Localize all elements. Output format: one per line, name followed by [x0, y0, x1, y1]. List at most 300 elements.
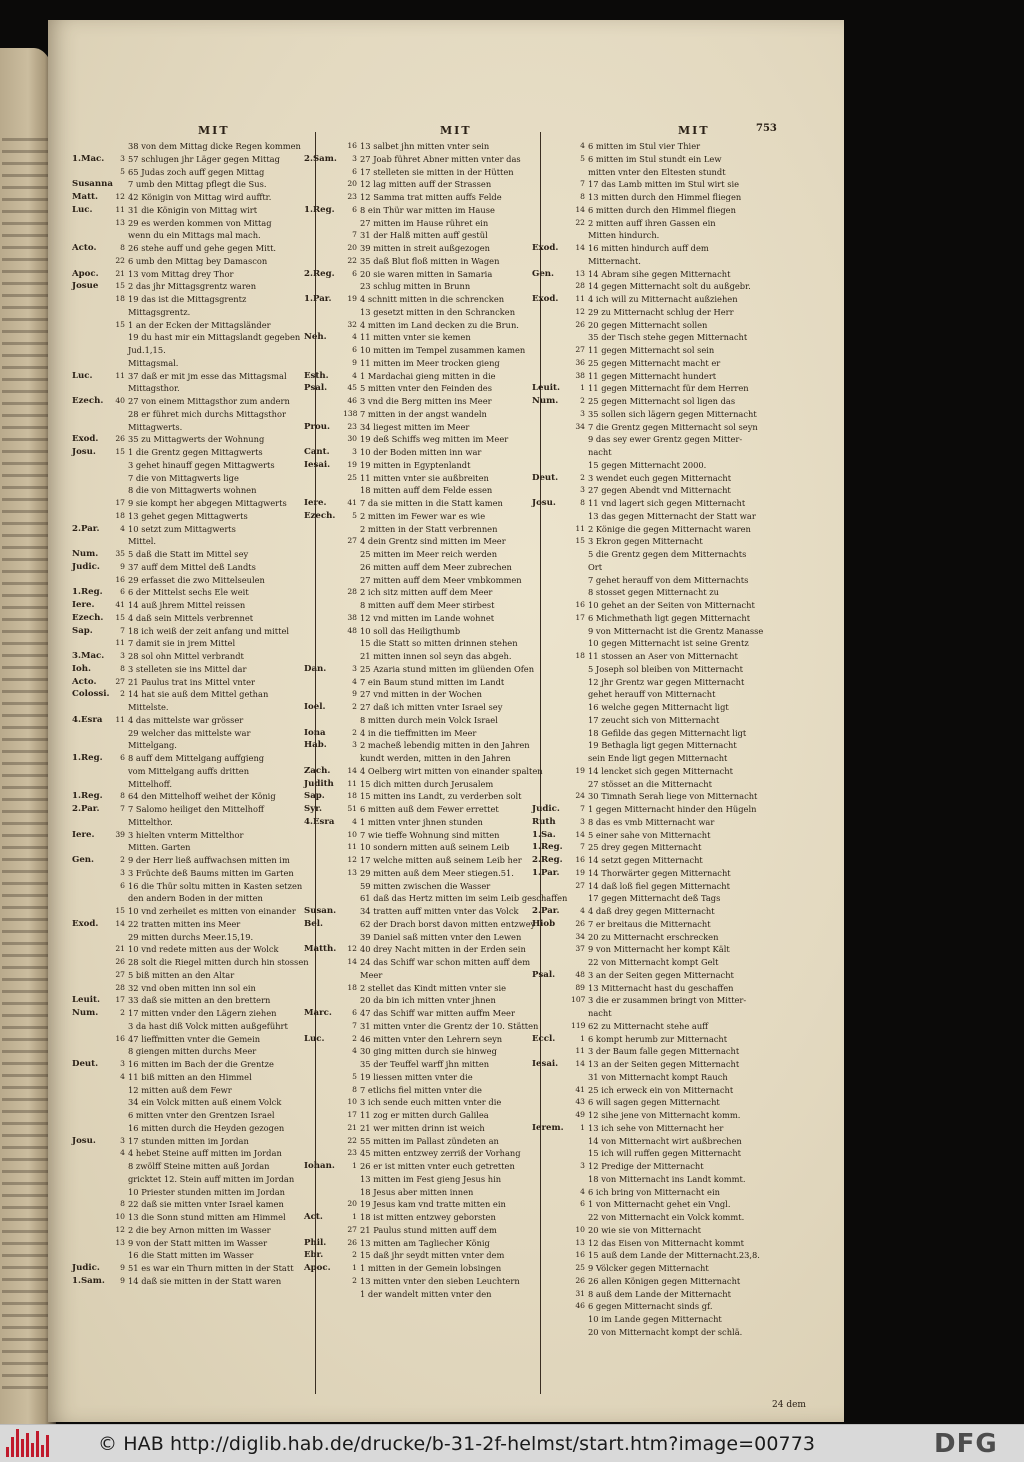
book-reference [304, 688, 343, 701]
index-entry [532, 574, 768, 587]
entry-text: 6 mitten im Stul vier Thier [588, 141, 701, 151]
entry-text: 18 Gefilde das gegen Mitternacht ligt [588, 727, 747, 738]
chapter-number: 35 [115, 549, 125, 558]
index-entry [532, 446, 768, 459]
chapter-number: 119 [571, 1020, 586, 1030]
book-reference [304, 548, 343, 561]
book-reference: 1.Par. [304, 294, 332, 304]
book-reference [532, 599, 571, 612]
book-reference: Num. [72, 1008, 99, 1018]
entry-text: Mittelhoff. [128, 778, 172, 789]
copyright-url-text[interactable]: © HAB http://diglib.hab.de/drucke/b-31-2f-helmst/start.htm?image=00773 [98, 1433, 816, 1455]
book-reference [532, 561, 571, 574]
chapter-number: 8 [580, 192, 585, 201]
index-entry [532, 599, 768, 612]
column-3-heading: MIT [678, 124, 710, 137]
entry-text: 32 vnd oben mitten inn sol ein [128, 982, 256, 993]
book-reference [72, 816, 111, 829]
book-reference: Psal. [532, 969, 556, 980]
entry-text: 11 zog er mitten durch Galilea [360, 1110, 489, 1120]
index-entry [304, 408, 538, 421]
entry-text: 6 Michmethath ligt gegen Mitternacht [588, 612, 751, 623]
chapter-number: 38 [347, 612, 357, 622]
book-reference: Dan. [304, 663, 327, 674]
entry-text: 10 Priester stunden mitten im Jordan [128, 1186, 286, 1197]
index-entry [72, 497, 312, 510]
chapter-number [111, 1020, 128, 1033]
chapter-number [343, 1288, 360, 1301]
index-entry [304, 663, 538, 676]
book-reference: Gen. [532, 268, 555, 279]
chapter-number: 7 [580, 804, 585, 813]
index-entry [304, 790, 538, 803]
chapter-number: 17 [347, 1110, 357, 1119]
book-reference [72, 344, 111, 357]
index-entry [532, 561, 768, 574]
entry-text: 6 mitten im Stul stundt ein Lew [588, 153, 722, 164]
entry-text: 38 von dem Mittag dicke Regen kommen [128, 141, 301, 151]
book-reference [72, 1033, 111, 1046]
chapter-number: 12 [115, 1224, 125, 1234]
chapter-number: 11 [575, 294, 585, 303]
index-entry [532, 752, 768, 765]
entry-text: 3 gehet hinauff gegen Mittagwerts [128, 459, 275, 470]
entry-text: 14 gegen Mitternacht solt du außgebr. [588, 281, 751, 292]
entry-text: 6 ich bring von Mitternacht ein [588, 1186, 720, 1197]
index-entry [532, 1275, 768, 1288]
entry-text: 57 schlugen jhr Läger gegen Mittag [128, 153, 280, 164]
book-reference [304, 892, 343, 905]
entry-text: 10 gehet an der Seiten von Mitternacht [588, 600, 755, 610]
chapter-number: 3 [352, 153, 357, 163]
chapter-number: 14 [575, 204, 585, 214]
index-entry [72, 1122, 312, 1135]
book-reference [532, 1135, 571, 1148]
entry-text: 27 mitten im Hause rühret ein [360, 217, 489, 228]
dfg-logo-icon[interactable]: DFG [934, 1429, 998, 1459]
chapter-number: 3 [580, 485, 585, 495]
chapter-number: 51 [347, 804, 357, 813]
index-entry [304, 931, 538, 944]
chapter-number: 25 [575, 1263, 585, 1272]
index-entry [304, 280, 538, 293]
index-entry [72, 625, 312, 638]
book-reference: Matt. [72, 192, 99, 202]
index-entry [304, 1173, 538, 1186]
entry-text: Mittagsmal. [128, 357, 179, 368]
chapter-number: 26 [115, 957, 125, 966]
chapter-number [571, 688, 588, 701]
chapter-number: 45 [347, 383, 357, 393]
chapter-number [343, 1058, 360, 1071]
entry-text: 28 solt die Riegel mitten durch hin stossen [128, 957, 309, 967]
book-reference [304, 1058, 343, 1071]
entry-text: Meer [360, 969, 383, 980]
entry-text: 8 mitten durch mein Volck Israel [360, 714, 498, 725]
chapter-number: 4 [580, 141, 585, 150]
entry-text: 7 gehet herauff von dem Mitternachts [588, 574, 749, 585]
chapter-number: 19 [575, 867, 585, 877]
entry-text: 19 mitten in Egyptenlandt [360, 459, 471, 470]
entry-text: Mittelste. [128, 702, 169, 712]
book-reference [72, 497, 111, 510]
chapter-number: 36 [575, 357, 585, 367]
entry-text: 23 schlug mitten in Brunn [360, 281, 471, 292]
chapter-number: 13 [575, 1237, 585, 1247]
chapter-number [571, 446, 588, 459]
chapter-number: 27 [575, 345, 585, 354]
book-reference [72, 1147, 111, 1160]
book-reference: Acto. [72, 676, 97, 687]
entry-text: 31 von Mitternacht kompt Rauch [588, 1071, 728, 1082]
book-reference [304, 612, 343, 625]
index-entry [72, 956, 312, 969]
book-reference [304, 752, 343, 765]
chapter-number [111, 408, 128, 421]
index-entry [72, 739, 312, 752]
chapter-number: 28 [347, 587, 357, 597]
book-reference [72, 1160, 111, 1173]
entry-text: 13 salbet jhn mitten vnter sein [360, 141, 490, 151]
entry-text: 4 daß drey gegen Mitternacht [588, 906, 715, 916]
entry-text: 14 daß loß fiel gegen Mitternacht [588, 880, 730, 891]
chapter-number [111, 535, 128, 548]
book-reference [532, 1211, 571, 1224]
chapter-number: 17 [115, 995, 125, 1005]
index-entry [72, 905, 312, 918]
index-entry [532, 803, 768, 816]
book-reference [304, 714, 343, 727]
chapter-number: 3 [120, 1135, 125, 1145]
index-entry [72, 1224, 312, 1237]
book-reference [532, 625, 571, 638]
chapter-number: 6 [352, 1008, 357, 1017]
chapter-number [111, 816, 128, 829]
entry-text: 15 die Statt so mitten drinnen stehen [360, 638, 518, 649]
index-entry [532, 242, 768, 255]
index-entry [304, 1288, 538, 1301]
index-entry [72, 561, 312, 574]
entry-text: 30 ging mitten durch sie hinweg [360, 1046, 497, 1057]
index-entry [532, 1033, 768, 1046]
book-reference [532, 586, 571, 599]
entry-text: kundt werden, mitten in den Jahren [360, 753, 511, 763]
index-entry [532, 854, 768, 867]
index-entry [304, 166, 538, 179]
book-reference [532, 357, 571, 370]
index-entry [532, 778, 768, 791]
entry-text: 20 zu Mitternacht erschrecken [588, 931, 719, 942]
book-reference [304, 1135, 343, 1148]
book-reference: Iere. [72, 829, 95, 840]
book-reference [532, 459, 571, 472]
book-reference [532, 1096, 571, 1109]
chapter-number [111, 344, 128, 357]
entry-text: Mittelthor. [128, 816, 173, 827]
index-entry [304, 510, 538, 523]
book-reference [304, 637, 343, 650]
entry-text: 10 vnd redete mitten aus der Wolck [128, 944, 279, 955]
entry-text: 7 Salomo heiliget den Mittelhoff [128, 804, 264, 814]
index-entry [532, 956, 768, 969]
entry-text: 7 etlichs fiel mitten vnter die [360, 1084, 482, 1095]
book-reference [532, 319, 571, 332]
book-reference [304, 841, 343, 854]
book-reference: 1.Reg. [72, 587, 103, 598]
index-entry [72, 1237, 312, 1250]
entry-text: den andern Boden in der mitten [128, 893, 263, 904]
chapter-number: 13 [575, 268, 585, 278]
chapter-number: 26 [347, 1237, 357, 1247]
chapter-number: 9 [120, 1275, 125, 1285]
book-reference: Deut. [72, 1059, 99, 1069]
index-entry [72, 357, 312, 370]
chapter-number [111, 178, 128, 191]
entry-text: 4 in die tieffmitten im Meer [360, 727, 477, 738]
book-reference [72, 931, 111, 944]
entry-text: 7 die Grentz gegen Mitternacht sol seyn [588, 421, 758, 432]
entry-text: 47 lieffmitten vnter die Gemein [128, 1033, 261, 1044]
hab-logo-icon[interactable] [6, 1429, 52, 1457]
chapter-number [111, 472, 128, 485]
entry-text: 5 mitten vnter den Feinden des [360, 383, 492, 394]
book-reference [72, 701, 111, 714]
index-entry [532, 459, 768, 472]
book-reference [532, 1237, 571, 1250]
book-reference [532, 370, 571, 383]
book-reference: Hab. [304, 740, 327, 751]
index-entry [72, 229, 312, 242]
entry-text: 35 der Teuffel warff jhn mitten [360, 1059, 490, 1069]
chapter-number: 14 [575, 243, 585, 252]
index-entry [72, 943, 312, 956]
book-page [48, 20, 844, 1422]
book-reference [532, 994, 571, 1007]
chapter-number: 4 [580, 1186, 585, 1196]
chapter-number: 41 [115, 600, 125, 609]
index-entry [72, 1071, 312, 1084]
book-reference [532, 574, 571, 587]
index-entry [304, 459, 538, 472]
entry-text: Mittel. [128, 536, 157, 547]
chapter-number: 6 [352, 345, 357, 354]
chapter-number [571, 739, 588, 752]
book-reference [304, 994, 343, 1007]
chapter-number: 16 [347, 141, 357, 150]
entry-text: 1 mitten vnter jhnen stunden [360, 816, 483, 827]
book-reference [532, 1007, 571, 1020]
entry-text: 27 stösset an die Mitternacht [588, 778, 712, 789]
entry-text: sein Ende ligt gegen Mitternacht [588, 753, 728, 763]
index-entry [72, 433, 312, 446]
book-reference: Josu. [532, 498, 556, 508]
entry-text: 6 mitten durch den Himmel fliegen [588, 204, 736, 215]
chapter-number [571, 510, 588, 523]
entry-text: 62 der Drach borst davon mitten entzwey [360, 918, 536, 929]
book-reference [532, 612, 571, 625]
chapter-number [111, 765, 128, 778]
index-entry [532, 765, 768, 778]
book-reference [304, 676, 343, 689]
book-reference [304, 395, 343, 408]
entry-text: 2 stellet das Kindt mitten vnter sie [360, 982, 507, 993]
book-reference [304, 1288, 343, 1301]
chapter-number [571, 625, 588, 638]
entry-text: 27 Joab führet Abner mitten vnter das [360, 153, 521, 164]
entry-text: 64 den Mittelhoff weihet der König [128, 791, 276, 802]
chapter-number: 3 [120, 1059, 125, 1068]
book-reference: Ezech. [72, 612, 104, 623]
entry-text: 21 Paulus trat ins Mittel vnter [128, 676, 255, 687]
book-reference: Judic. [72, 1263, 100, 1273]
index-entry [304, 625, 538, 638]
chapter-number [343, 484, 360, 497]
book-reference: Matth. [304, 944, 337, 955]
index-entry [304, 395, 538, 408]
index-entry [532, 816, 768, 829]
book-reference: 1.Mac. [72, 153, 105, 164]
chapter-number: 2 [352, 1275, 357, 1285]
index-entry [532, 1007, 768, 1020]
book-reference [72, 421, 111, 434]
chapter-number: 30 [347, 434, 357, 444]
chapter-number: 12 [115, 192, 125, 201]
chapter-number [111, 1109, 128, 1122]
book-reference [72, 1071, 111, 1084]
entry-text: 37 daß er mit jm esse das Mittagsmal [128, 370, 287, 381]
entry-text: 8 stosset gegen Mitternacht zu [588, 587, 719, 598]
chapter-number: 3 [352, 447, 357, 456]
book-reference [532, 701, 571, 714]
entry-text: 19 Jesus kam vnd tratte mitten ein [360, 1199, 506, 1210]
book-reference [304, 1020, 343, 1033]
entry-text: 14 von Mitternacht wirt außbrechen [588, 1135, 742, 1146]
book-reference: Psal. [304, 383, 328, 394]
entry-text: 22 tratten mitten ins Meer [128, 918, 241, 929]
book-reference [72, 1173, 111, 1186]
chapter-number: 1 [352, 1161, 357, 1170]
book-reference [532, 1313, 571, 1326]
entry-text: 15 dich mitten durch Jerusalem [360, 778, 494, 789]
entry-text: 59 mitten zwischen die Wasser [360, 880, 491, 891]
chapter-number: 41 [575, 1084, 585, 1094]
entry-text: 11 gegen Mitternacht sol sein [588, 345, 715, 355]
chapter-number: 11 [575, 523, 585, 533]
entry-text: 17 mitten vnder den Lägern ziehen [128, 1008, 277, 1018]
entry-text: 12 jhr Grentz war gegen Mitternacht [588, 676, 745, 687]
book-reference: 3.Mac. [72, 651, 105, 661]
chapter-number: 19 [347, 459, 357, 469]
chapter-number [571, 561, 588, 574]
index-entry [304, 153, 538, 166]
index-entry [532, 484, 768, 497]
chapter-number [571, 586, 588, 599]
book-reference: Zach. [304, 765, 331, 776]
chapter-number: 2 [580, 396, 585, 405]
entry-text: 11 biß mitten an den Himmel [128, 1071, 252, 1082]
entry-text: 2 Könige die gegen Mitternacht waren [588, 523, 751, 534]
index-entry [532, 217, 768, 230]
index-entry [304, 204, 538, 217]
entry-text: 12 das Eisen von Mitternacht kommt [588, 1237, 744, 1248]
chapter-number: 17 [575, 612, 585, 622]
index-entry [304, 1071, 538, 1084]
index-entry [72, 969, 312, 982]
book-reference [304, 1045, 343, 1058]
index-entry [304, 1122, 538, 1135]
chapter-number [571, 574, 588, 587]
chapter-number: 22 [347, 255, 357, 265]
chapter-number: 3 [352, 740, 357, 750]
chapter-number [111, 739, 128, 752]
entry-text: 8 giengen mitten durchs Meer [128, 1046, 257, 1057]
page-number: 753 [756, 123, 777, 134]
book-reference: Sap. [72, 625, 93, 636]
entry-text: 47 das Schiff war mitten auffm Meer [360, 1008, 515, 1018]
book-reference [72, 459, 111, 472]
index-entry [532, 714, 768, 727]
index-entry [72, 1160, 312, 1173]
index-entry [532, 1096, 768, 1109]
index-entry [72, 140, 312, 153]
chapter-number [571, 331, 588, 344]
index-entry [72, 1045, 312, 1058]
chapter-number: 5 [352, 510, 357, 520]
index-entry [304, 344, 538, 357]
index-entry [304, 178, 538, 191]
entry-text: 40 drey Nacht mitten in der Erden sein [360, 944, 526, 955]
index-entry [304, 382, 538, 395]
index-entry [532, 1249, 768, 1262]
book-reference [304, 178, 343, 191]
index-entry [72, 1173, 312, 1186]
chapter-number: 4 [580, 906, 585, 915]
index-entry [72, 459, 312, 472]
chapter-number [111, 1186, 128, 1199]
chapter-number: 48 [347, 625, 357, 635]
chapter-number: 34 [575, 421, 585, 431]
entry-text: 13 mitten am Tagliecher König [360, 1237, 490, 1248]
chapter-number: 26 [575, 319, 585, 329]
chapter-number: 18 [115, 510, 125, 520]
chapter-number [343, 574, 360, 587]
entry-text: 3 Früchte deß Baums mitten im Garten [128, 867, 294, 878]
entry-text: 3 der Baum falle gegen Mitternacht [588, 1046, 740, 1057]
chapter-number [111, 484, 128, 497]
index-entry [304, 242, 538, 255]
chapter-number [111, 229, 128, 242]
entry-text: 16 welche gegen Mitternacht ligt [588, 702, 729, 712]
index-entry [72, 204, 312, 217]
chapter-number: 7 [580, 179, 585, 189]
index-entry [532, 344, 768, 357]
index-entry [72, 178, 312, 191]
book-reference [532, 1084, 571, 1097]
chapter-number: 1 [580, 383, 585, 393]
index-entry [304, 688, 538, 701]
chapter-number: 17 [115, 498, 125, 507]
index-column-1 [72, 140, 312, 1288]
index-entry [304, 319, 538, 332]
index-entry [532, 586, 768, 599]
book-reference: 2.Par. [72, 804, 100, 814]
chapter-number [571, 459, 588, 472]
book-reference [532, 1173, 571, 1186]
entry-text: Mitten hindurch. [588, 230, 660, 241]
index-entry [72, 714, 312, 727]
entry-text: 55 mitten im Pallast zündeten an [360, 1135, 499, 1146]
entry-text: 29 mitten auß dem Meer stiegen.51. [360, 867, 514, 878]
